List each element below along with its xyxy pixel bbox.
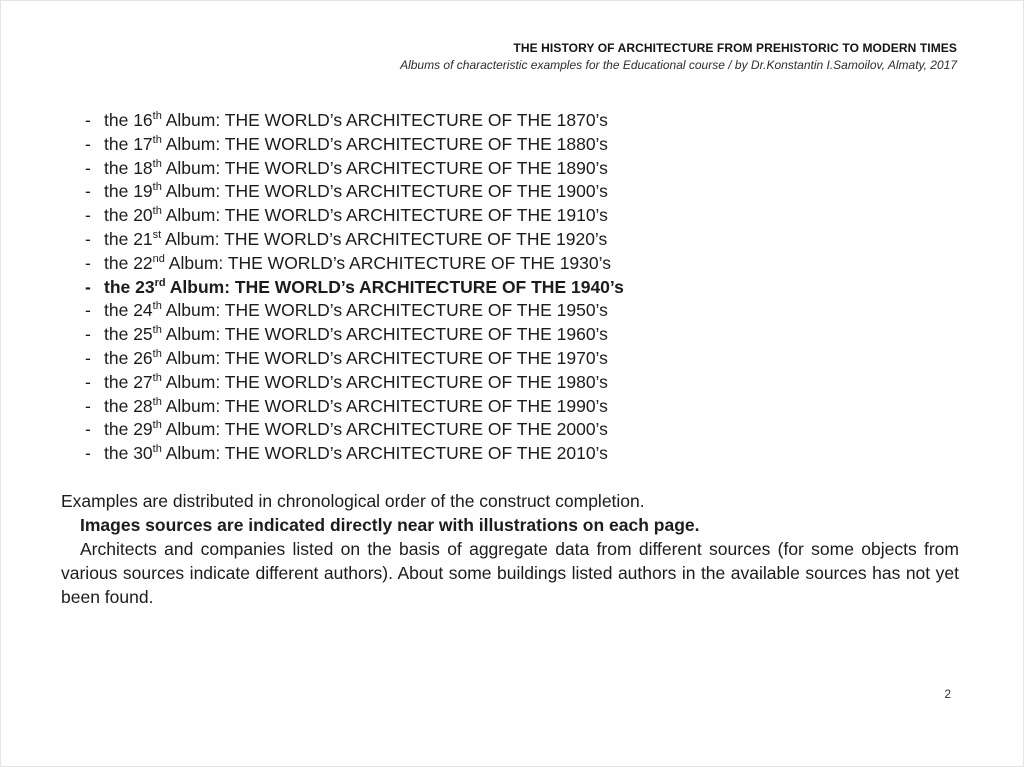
- list-dash: -: [85, 371, 91, 392]
- list-dash: -: [85, 276, 91, 297]
- list-dash: -: [85, 419, 91, 440]
- ordinal-superscript: th: [152, 110, 162, 123]
- album-list-text: the 24th Album: THE WORLD’s ARCHITECTURE OF THE 1950’s: [104, 300, 608, 321]
- album-list-item: [85, 157, 624, 181]
- ordinal-superscript: th: [152, 181, 162, 194]
- ordinal-superscript: th: [152, 205, 162, 218]
- ordinal-superscript: st: [152, 229, 162, 242]
- album-list-text: the 17th Album: THE WORLD’s ARCHITECTURE OF THE 1880’s: [104, 133, 608, 154]
- album-list-item: [85, 371, 624, 395]
- list-dash: -: [85, 228, 91, 249]
- album-list-text: the 22nd Album: THE WORLD’s ARCHITECTURE OF THE 1930’s: [104, 252, 611, 273]
- ordinal-superscript: rd: [154, 276, 166, 289]
- course-title: THE HISTORY OF ARCHITECTURE FROM PREHISTORIC TO MODERN TIMES: [513, 41, 957, 55]
- list-dash: -: [85, 205, 91, 226]
- album-list-item: [85, 323, 624, 347]
- album-list-text: the 30th Album: THE WORLD’s ARCHITECTURE OF THE 2010’s: [104, 443, 608, 464]
- ordinal-superscript: th: [152, 300, 162, 313]
- ordinal-superscript: nd: [152, 252, 165, 265]
- album-list-text: the 29th Album: THE WORLD’s ARCHITECTURE OF THE 2000’s: [104, 419, 608, 440]
- list-dash: -: [85, 324, 91, 345]
- album-list-item: [85, 442, 624, 466]
- ordinal-superscript: th: [152, 443, 162, 456]
- album-list-text: the 18th Album: THE WORLD’s ARCHITECTURE OF THE 1890’s: [104, 157, 608, 178]
- list-dash: -: [85, 252, 91, 273]
- ordinal-superscript: th: [152, 157, 162, 170]
- album-list-text: the 25th Album: THE WORLD’s ARCHITECTURE OF THE 1960’s: [104, 324, 608, 345]
- album-list-text: the 23rd Album: THE WORLD’s ARCHITECTURE OF THE 1940’s: [104, 276, 624, 297]
- list-dash: -: [85, 110, 91, 130]
- body-paragraph: Architects and companies listed on the basis of aggregate data from different sources (for some objects from various sources indicate different authors). About some buildings listed authors in the available sources has not yet been found.: [61, 539, 959, 607]
- list-dash: -: [85, 300, 91, 321]
- body-paragraph: Images sources are indicated directly near with illustrations on each page.: [80, 515, 700, 535]
- album-list-item: [85, 252, 624, 276]
- list-dash: -: [85, 181, 91, 202]
- album-list-item: [85, 276, 624, 300]
- course-subtitle: Albums of characteristic examples for the Educational course / by Dr.Konstantin I.Samoilov, Almaty, 2017: [400, 58, 957, 72]
- album-list-text: the 26th Album: THE WORLD’s ARCHITECTURE OF THE 1970’s: [104, 347, 608, 368]
- album-list-item: [85, 109, 624, 133]
- ordinal-superscript: th: [152, 395, 162, 408]
- list-dash: -: [85, 395, 91, 416]
- album-list-text: the 20th Album: THE WORLD’s ARCHITECTURE OF THE 1910’s: [104, 205, 608, 226]
- album-list-item: [85, 180, 624, 204]
- album-list-item: [85, 204, 624, 228]
- list-dash: -: [85, 347, 91, 368]
- ordinal-superscript: th: [152, 133, 162, 146]
- page-header: [400, 41, 957, 72]
- body-paragraphs: [61, 489, 959, 609]
- album-list-item: [85, 228, 624, 252]
- album-list-item: [85, 299, 624, 323]
- album-list-item: [85, 347, 624, 371]
- page-number: 2: [944, 687, 951, 701]
- body-paragraph: Examples are distributed in chronological order of the construct completion.: [61, 491, 645, 511]
- list-dash: -: [85, 133, 91, 154]
- album-list-text: the 28th Album: THE WORLD’s ARCHITECTURE OF THE 1990’s: [104, 395, 608, 416]
- list-dash: -: [85, 157, 91, 178]
- album-list-item: [85, 418, 624, 442]
- album-list: [85, 109, 624, 466]
- album-list-item: [85, 395, 624, 419]
- album-list-text: the 16th Album: THE WORLD’s ARCHITECTURE OF THE 1870’s: [104, 110, 608, 130]
- ordinal-superscript: th: [152, 348, 162, 361]
- list-dash: -: [85, 443, 91, 464]
- album-list-text: the 19th Album: THE WORLD’s ARCHITECTURE OF THE 1900’s: [104, 181, 608, 202]
- album-list-text: the 21st Album: THE WORLD’s ARCHITECTURE OF THE 1920’s: [104, 228, 608, 249]
- album-list-item: [85, 133, 624, 157]
- ordinal-superscript: th: [152, 419, 162, 432]
- ordinal-superscript: th: [152, 371, 162, 384]
- album-list-text: the 27th Album: THE WORLD’s ARCHITECTURE OF THE 1980’s: [104, 371, 608, 392]
- ordinal-superscript: th: [152, 324, 162, 337]
